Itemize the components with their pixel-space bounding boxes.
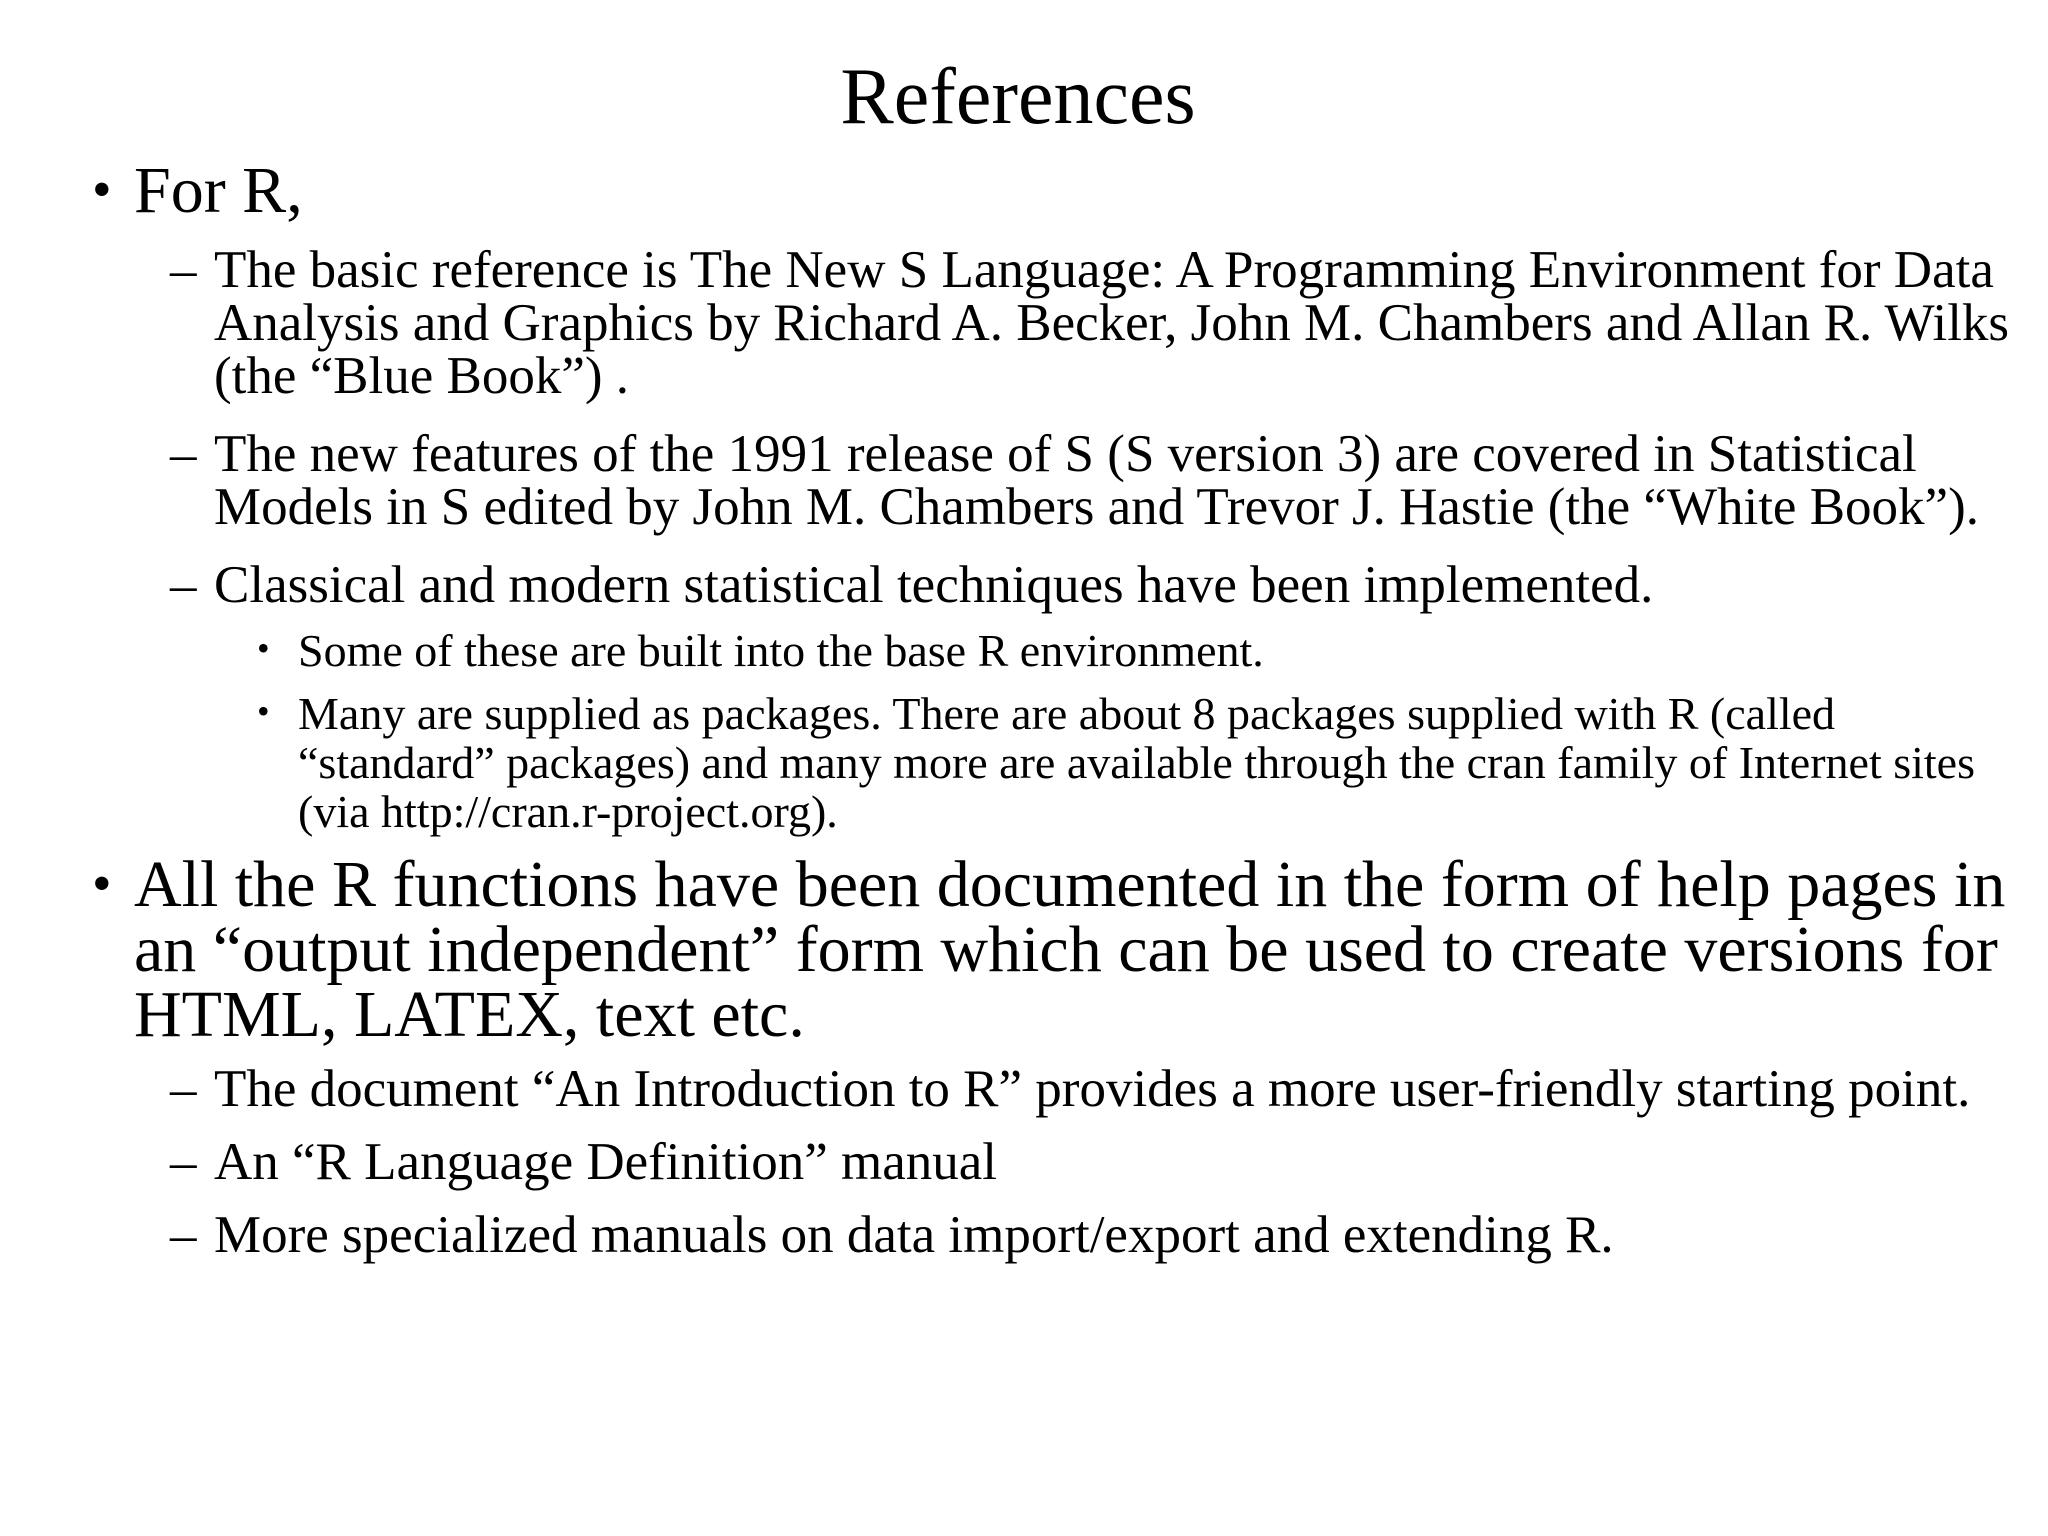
subbullet-techniques	[0, 556, 2048, 614]
bullet-text: All the R functions have been documented in the form of help pages in an “output independent” form which can be used to create versions for HTML, LATEX, text etc.	[134, 848, 2006, 1051]
bullet-documentation	[0, 848, 2048, 1051]
subbullet-text: The document “An Introduction to R” provides a more user-friendly starting point.	[214, 1060, 1971, 1118]
subbullet-language-definition	[0, 1133, 2048, 1191]
bullet-icon: •	[257, 691, 270, 731]
subbullet-text: Classical and modern statistical techniques have been implemented.	[214, 556, 1654, 614]
dash-icon: –	[170, 556, 197, 614]
slide-content	[0, 154, 2048, 1264]
dash-icon: –	[170, 1133, 197, 1191]
subbullet-specialized-manuals	[0, 1206, 2048, 1264]
subsubbullet-packages	[0, 689, 2048, 836]
subbullet-text: An “R Language Definition” manual	[214, 1133, 997, 1191]
subbullet-text: More specialized manuals on data import/export and extending R.	[214, 1206, 1614, 1264]
bullet-icon: •	[92, 853, 112, 915]
subsubbullet-text: Some of these are built into the base R environment.	[298, 625, 1264, 676]
subsubbullet-base-environment	[0, 626, 2048, 675]
dash-icon: –	[170, 1206, 197, 1264]
dash-icon: –	[170, 1060, 197, 1118]
subbullet-text: The basic reference is The New S Language: A Programming Environment for Data Analysis and Graphics by Richard A. Becker, John M. Chambers and Allan R. Wilks (the “Blue Book”) .	[214, 241, 2010, 405]
bullet-icon: •	[92, 159, 112, 221]
bullet-text: For R,	[134, 154, 303, 227]
subbullet-introduction	[0, 1060, 2048, 1118]
subsubbullet-text: Many are supplied as packages. There are about 8 packages supplied with R (called “standard” packages) and many more are available through the cran family of Internet sites (via http://cran.r-project.org).	[298, 688, 1976, 837]
subbullet-white-book	[0, 425, 2048, 536]
dash-icon: –	[170, 425, 197, 483]
dash-icon: –	[170, 241, 197, 299]
subbullet-text: The new features of the 1991 release of S (S version 3) are covered in Statistical Models in S edited by John M. Chambers and Trevor J. Hastie (the “White Book”).	[214, 425, 1979, 536]
subbullet-blue-book	[0, 241, 2048, 405]
bullet-for-r	[0, 154, 2048, 227]
bullet-icon: •	[257, 628, 270, 668]
slide-title: References	[840, 53, 1196, 141]
